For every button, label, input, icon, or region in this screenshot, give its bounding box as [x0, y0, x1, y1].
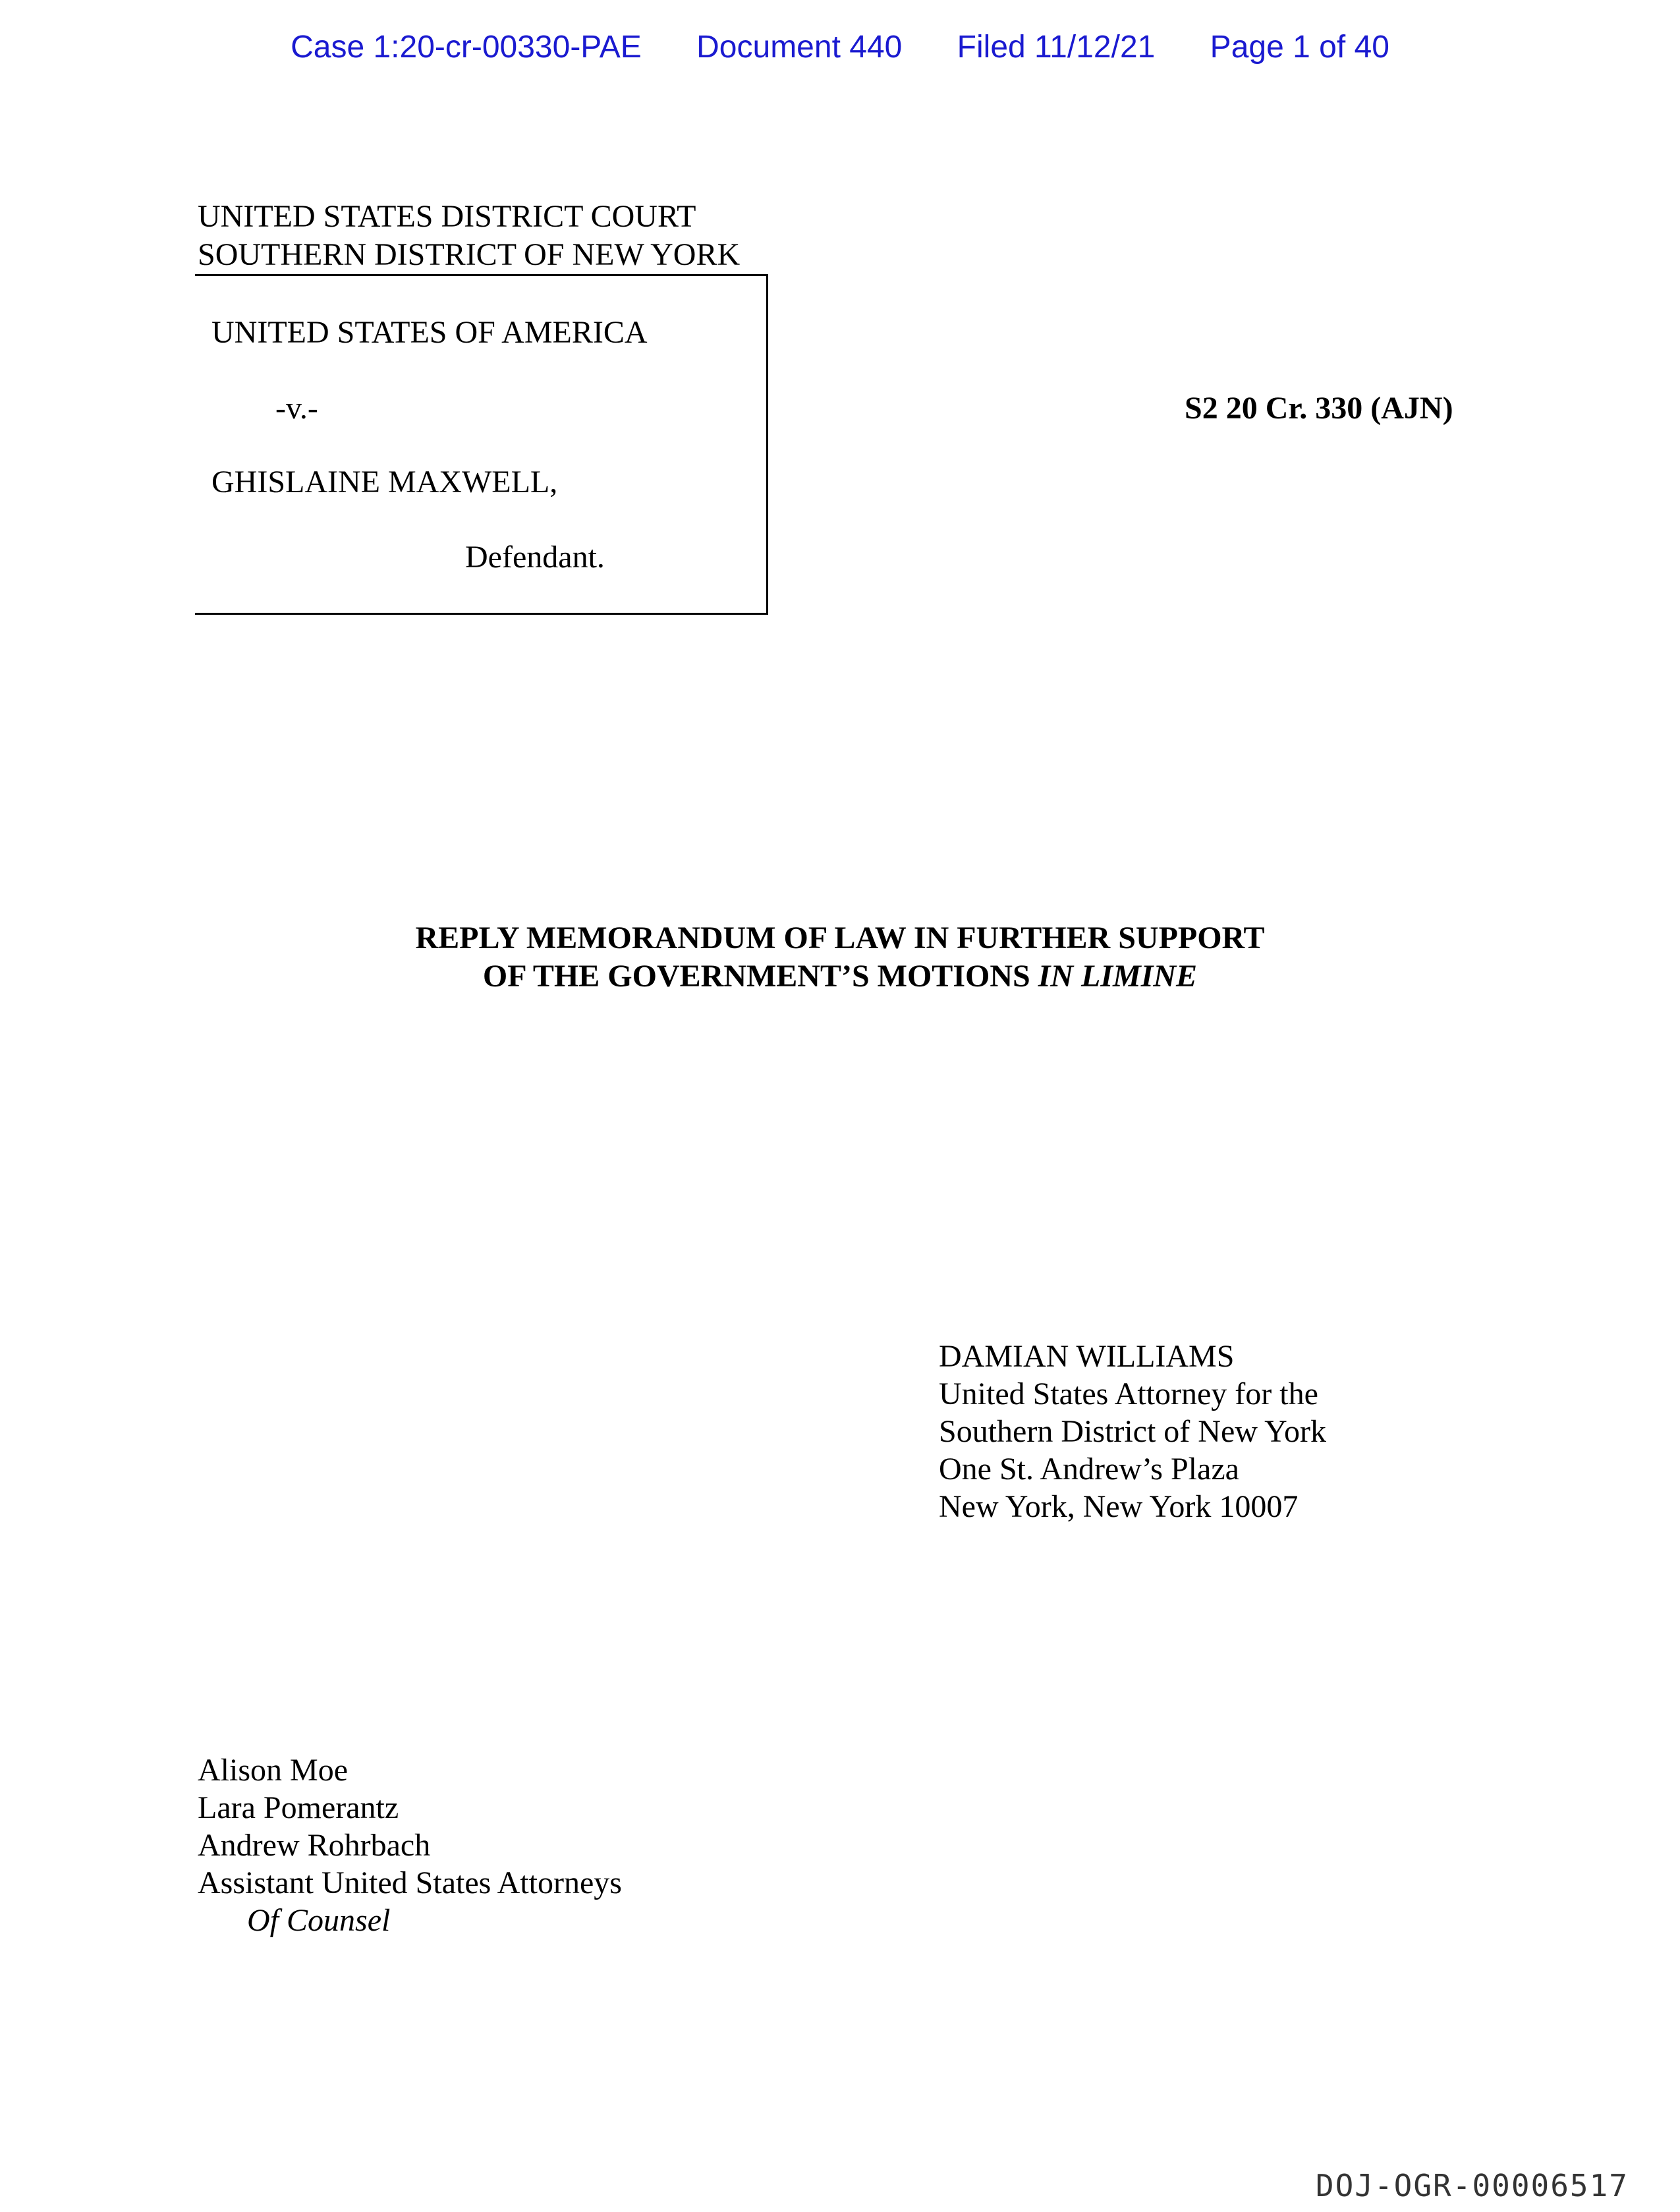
title-line-2-italic: IN LIMINE — [1038, 959, 1198, 994]
versus-label: -v.- — [275, 391, 318, 426]
title-line-2 — [0, 957, 1680, 996]
court-name: UNITED STATES DISTRICT COURT — [198, 199, 696, 234]
attorney-address-1: One St. Andrew’s Plaza — [939, 1452, 1239, 1487]
document-number-stamp: Document 440 — [696, 30, 903, 65]
counsel-name: Lara Pomerantz — [198, 1790, 399, 1825]
counsel-name: Andrew Rohrbach — [198, 1828, 431, 1863]
defendant-label: Defendant. — [465, 540, 605, 575]
us-attorney-block — [939, 1338, 1326, 1525]
filing-header-stamp — [0, 29, 1680, 65]
page-count-stamp: Page 1 of 40 — [1210, 30, 1389, 65]
case-number-stamp: Case 1:20-cr-00330-PAE — [291, 30, 642, 65]
bates-number: DOJ-OGR-00006517 — [1315, 2168, 1629, 2203]
title-line-1: REPLY MEMORANDUM OF LAW IN FURTHER SUPPORT — [415, 921, 1265, 955]
filed-date-stamp: Filed 11/12/21 — [957, 30, 1156, 65]
court-heading — [198, 198, 740, 274]
defendant-name: GHISLAINE MAXWELL, — [211, 465, 558, 499]
docket-number: S2 20 Cr. 330 (AJN) — [1185, 391, 1453, 426]
of-counsel-block — [198, 1751, 622, 1939]
attorney-address-2: New York, New York 10007 — [939, 1489, 1299, 1524]
counsel-name: Alison Moe — [198, 1753, 348, 1788]
attorney-title-1: United States Attorney for the — [939, 1376, 1318, 1411]
title-line-2-text: OF THE GOVERNMENT’S MOTIONS — [482, 959, 1038, 994]
of-counsel-label: Of Counsel — [247, 1903, 391, 1938]
plaintiff-name: UNITED STATES OF AMERICA — [211, 315, 648, 350]
attorney-title-2: Southern District of New York — [939, 1414, 1326, 1449]
attorney-name: DAMIAN WILLIAMS — [939, 1339, 1235, 1374]
document-title — [0, 919, 1680, 996]
counsel-role: Assistant United States Attorneys — [198, 1865, 622, 1900]
court-district: SOUTHERN DISTRICT OF NEW YORK — [198, 237, 741, 272]
